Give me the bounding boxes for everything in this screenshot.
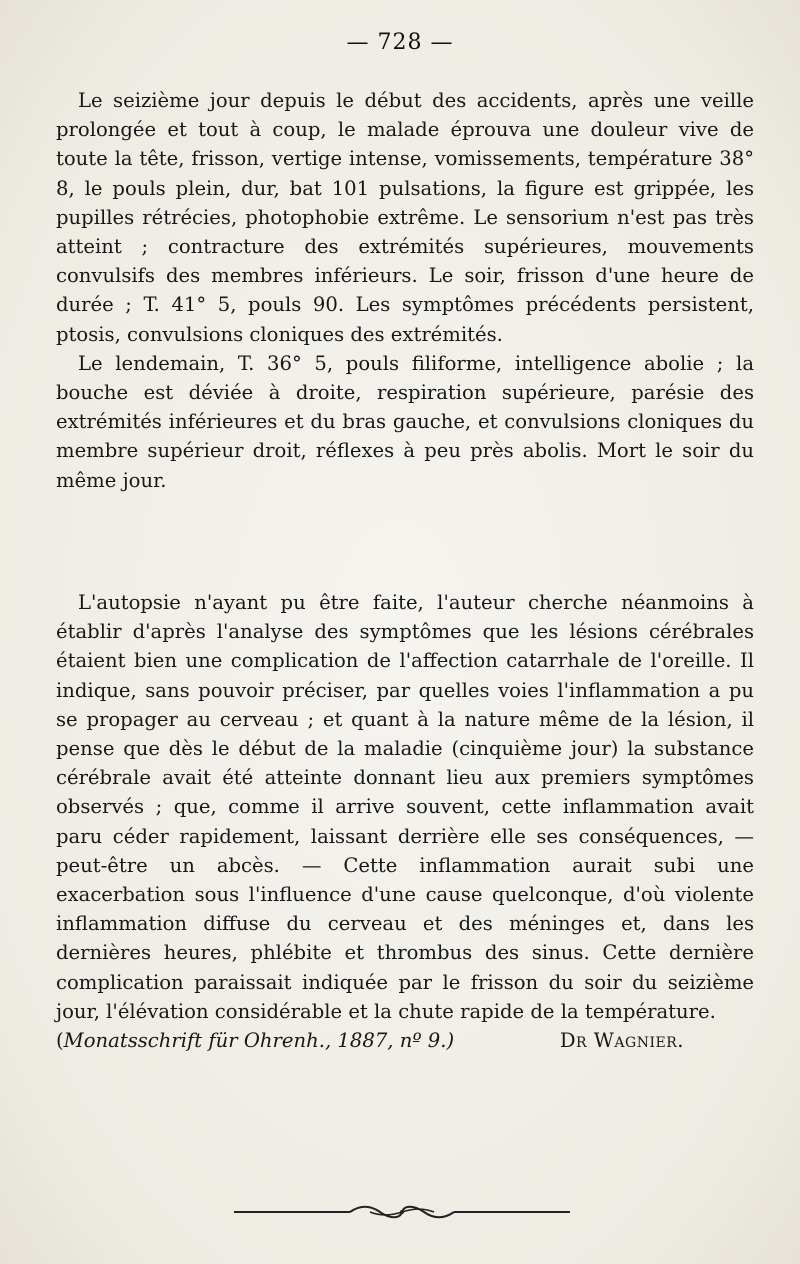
paragraph-autopsy-discussion: L'autopsie n'ayant pu être faite, l'auteur cherche néanmoins à établir d'après l'analyse des symptômes que les lésions cérébrales étaient bien une complication de l'affection catarrhale de l'oreille. Il indique, sans pouvoir préciser, par quelles voies l'inflammation a pu se propager au cerveau ; et quant à la nature même de la lésion, il pense que dès le début de la maladie (cinquième jour) la substance cérébrale avait été atteinte donnant lieu aux premiers symptômes observés ; que, comme il arrive souvent, cette inflammation avait paru céder rapidement, laissant derrière elle ses conséquences, — peut-être un abcès. — Cette inflammation aurait subi une exacerbation sous l'influence d'une cause quelconque, d'où violente inflammation diffuse du cerveau et des méninges et, dans les dernières heures, phlébite et thrombus des sinus. Cette dernière complication paraissait indiquée par le frisson du soir du seizième jour, l'élévation considérable et la chute rapide de la température.: [56, 591, 754, 1023]
citation-journal: Monatsschrift für Ohrenh.: [63, 1029, 325, 1053]
paragraph-case-day-sixteen: Le seizième jour depuis le début des accidents, après une veille prolongée et tout à coup, le malade éprouva une douleur vive de toute la tête, frisson, vertige intense, vomissements, température 38° 8, le pouls plein, dur, bat 101 pulsations, la figure est grippée, les pupilles rétrécies, photophobie extrême. Le sensorium n'est pas très atteint ; contracture des extrémités supérieures, mouvements convulsifs des membres inférieurs. Le soir, frisson d'une heure de durée ; T. 41° 5, pouls 90. Les symptômes précédents persistent, ptosis, convulsions cloniques des extrémités.: [56, 89, 754, 346]
page-number: — 728 —: [346, 30, 454, 55]
commentary-text-block: [56, 588, 754, 1055]
citation: [56, 1026, 454, 1055]
ornament-rule-icon: [232, 1202, 572, 1222]
citation-details: , 1887, nº 9.): [324, 1029, 455, 1053]
citation-signature-line: [56, 1026, 754, 1055]
citation-open: (: [56, 1029, 64, 1053]
case-text-block: [56, 86, 754, 495]
ornamental-divider: [232, 1202, 572, 1222]
paragraph-case-next-day: Le lendemain, T. 36° 5, pouls filiforme, intelligence abolie ; la bouche est déviée à droite, respiration supérieure, parésie des extrémités inférieures et du bras gauche, et convulsions cloniques du membre supérieur droit, réflexes à peu près abolis. Mort le soir du même jour.: [56, 351, 754, 492]
author-signature: Dr Wagnier.: [559, 1029, 684, 1053]
